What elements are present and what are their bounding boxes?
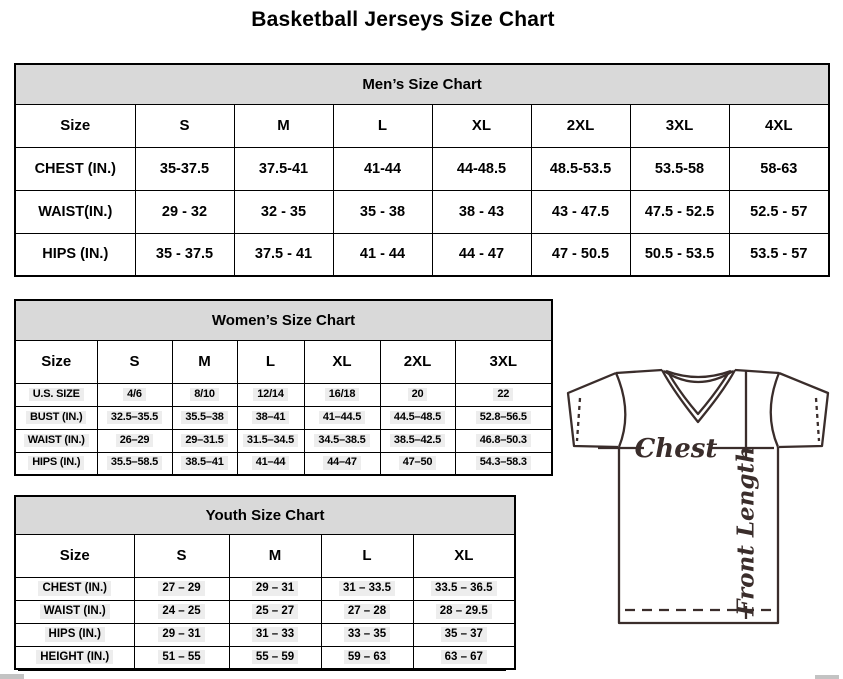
row-label-text: HEIGHT (IN.) (36, 650, 113, 664)
value-text: 59 – 63 (344, 650, 390, 664)
value-text: 51 – 55 (158, 650, 204, 664)
value-text: 38–41 (252, 411, 290, 425)
front-length-label: Front Length (732, 446, 760, 616)
value-cell (380, 452, 455, 475)
column-header: 2XL (380, 340, 455, 383)
value-cell (229, 577, 321, 600)
ui-fragment-left (0, 674, 24, 679)
value-text: 35 – 37 (441, 627, 487, 641)
value-cell (333, 147, 432, 190)
column-header: Size (15, 340, 97, 383)
value-cell (380, 429, 455, 452)
value-cell (172, 452, 237, 475)
value-text: 35.5–58.5 (107, 456, 162, 470)
value-cell (432, 233, 531, 276)
row-label (15, 233, 135, 276)
row-label-text: HIPS (IN.) (45, 627, 105, 641)
value-cell (237, 406, 304, 429)
value-text: 32.5–35.5 (107, 411, 162, 425)
value-cell (321, 577, 413, 600)
value-text: 16/18 (325, 388, 360, 402)
column-header: XL (413, 534, 515, 577)
row-label-text: HIPS (IN.) (42, 246, 109, 263)
value-text: 33.5 – 36.5 (431, 581, 497, 595)
row-label-text: U.S. SIZE (29, 388, 84, 402)
value-text: 26–29 (116, 434, 154, 448)
value-text: 31.5–34.5 (243, 434, 298, 448)
value-cell (455, 429, 552, 452)
value-text: 43 - 47.5 (551, 203, 610, 220)
value-text: 41 - 44 (359, 246, 406, 263)
column-header: 3XL (630, 104, 729, 147)
womens-size-table (14, 299, 553, 476)
value-cell (97, 429, 172, 452)
row-label (15, 577, 134, 600)
value-text: 41-44 (363, 160, 402, 177)
column-header: L (321, 534, 413, 577)
value-cell (455, 406, 552, 429)
row-label-text: WAIST (IN.) (40, 604, 110, 618)
value-cell (304, 406, 380, 429)
value-text: 44–47 (323, 456, 361, 470)
value-cell (97, 452, 172, 475)
jersey-measurement-diagram (556, 360, 840, 662)
jersey-left-sleeve (568, 373, 618, 447)
value-text: 35-37.5 (159, 160, 210, 177)
row-label (15, 623, 134, 646)
value-cell (729, 147, 829, 190)
column-header: Size (15, 534, 134, 577)
value-cell (304, 429, 380, 452)
mens-size-table (14, 63, 830, 277)
column-header: M (172, 340, 237, 383)
value-cell (135, 190, 234, 233)
column-header: S (135, 104, 234, 147)
value-text: 4/6 (123, 388, 146, 402)
table-title: Women’s Size Chart (15, 300, 552, 340)
value-text: 32 - 35 (260, 203, 307, 220)
jersey-right-armhole-seam (771, 373, 779, 447)
ui-fragment-right (815, 675, 839, 679)
row-label-text: CHEST (IN.) (34, 160, 116, 177)
value-cell (134, 600, 229, 623)
value-text: 37.5-41 (258, 160, 309, 177)
value-text: 25 – 27 (252, 604, 298, 618)
value-cell (172, 383, 237, 406)
value-cell (333, 233, 432, 276)
value-cell (134, 623, 229, 646)
value-text: 52.5 - 57 (750, 203, 808, 220)
value-text: 29 – 31 (252, 581, 298, 595)
value-text: 52.8–56.5 (476, 411, 531, 425)
value-cell (229, 623, 321, 646)
value-cell (304, 383, 380, 406)
value-cell (172, 406, 237, 429)
value-text: 48.5-53.5 (549, 160, 612, 177)
value-text: 12/14 (253, 388, 288, 402)
value-cell (413, 623, 515, 646)
row-label (15, 429, 97, 452)
value-cell (304, 452, 380, 475)
jersey-right-cuff-dashed (816, 398, 819, 441)
value-cell (135, 233, 234, 276)
column-header: S (97, 340, 172, 383)
value-cell (97, 383, 172, 406)
value-text: 33 – 35 (344, 627, 390, 641)
value-cell (455, 452, 552, 475)
column-header: 3XL (455, 340, 552, 383)
row-label (15, 190, 135, 233)
value-cell (172, 429, 237, 452)
value-text: 20 (408, 388, 428, 402)
value-cell (134, 646, 229, 669)
value-text: 50.5 - 53.5 (644, 246, 715, 263)
value-text: 44-48.5 (456, 160, 507, 177)
value-cell (455, 383, 552, 406)
value-cell (729, 190, 829, 233)
value-cell (531, 147, 630, 190)
value-cell (237, 383, 304, 406)
value-text: 27 – 28 (344, 604, 390, 618)
page-title: Basketball Jerseys Size Chart (251, 8, 555, 31)
value-cell (234, 233, 333, 276)
row-label-text: WAIST (IN.) (24, 434, 89, 448)
row-label-text: BUST (IN.) (26, 411, 86, 425)
value-text: 41–44.5 (319, 411, 365, 425)
column-header: M (234, 104, 333, 147)
value-text: 8/10 (190, 388, 219, 402)
value-text: 38 - 43 (458, 203, 505, 220)
jersey-left-armhole-seam (616, 373, 625, 447)
value-text: 38.5–42.5 (390, 434, 445, 448)
row-label (15, 406, 97, 429)
value-cell (234, 190, 333, 233)
column-header: XL (304, 340, 380, 383)
value-text: 44.5–48.5 (390, 411, 445, 425)
value-text: 37.5 - 41 (254, 246, 313, 263)
table-title: Men’s Size Chart (15, 64, 829, 104)
value-cell (321, 623, 413, 646)
column-header: XL (432, 104, 531, 147)
value-text: 35 - 38 (359, 203, 406, 220)
value-text: 35.5–38 (181, 411, 227, 425)
row-label (15, 383, 97, 406)
value-text: 38.5–41 (181, 456, 227, 470)
jersey-right-sleeve (779, 373, 828, 447)
value-cell (333, 190, 432, 233)
value-text: 47.5 - 52.5 (644, 203, 715, 220)
value-text: 31 – 33 (252, 627, 298, 641)
value-cell (413, 577, 515, 600)
row-label (15, 452, 97, 475)
value-text: 22 (493, 388, 513, 402)
value-text: 28 – 29.5 (436, 604, 492, 618)
value-cell (630, 233, 729, 276)
value-cell (234, 147, 333, 190)
value-cell (413, 600, 515, 623)
column-header: 2XL (531, 104, 630, 147)
value-cell (630, 147, 729, 190)
value-text: 47 - 50.5 (551, 246, 610, 263)
value-text: 24 – 25 (158, 604, 204, 618)
jersey-left-cuff-dashed (577, 398, 580, 441)
column-header: M (229, 534, 321, 577)
value-cell (237, 452, 304, 475)
value-text: 44 - 47 (458, 246, 505, 263)
value-cell (380, 406, 455, 429)
value-cell (413, 646, 515, 669)
row-label (15, 600, 134, 623)
value-cell (380, 383, 455, 406)
value-text: 35 - 37.5 (155, 246, 214, 263)
row-label (15, 646, 134, 669)
value-cell (134, 577, 229, 600)
value-cell (237, 429, 304, 452)
value-cell (531, 190, 630, 233)
value-text: 53.5-58 (654, 160, 705, 177)
cropped-next-table-border (18, 668, 506, 671)
column-header: L (333, 104, 432, 147)
value-cell (432, 147, 531, 190)
value-cell (229, 646, 321, 669)
row-label-text: CHEST (IN.) (38, 581, 111, 595)
value-text: 27 – 29 (158, 581, 204, 595)
column-header: 4XL (729, 104, 829, 147)
chest-label: Chest (634, 434, 718, 464)
value-text: 54.3–58.3 (476, 456, 531, 470)
value-text: 31 – 33.5 (339, 581, 395, 595)
row-label-text: HIPS (IN.) (28, 456, 84, 470)
value-text: 34.5–38.5 (314, 434, 369, 448)
value-text: 29 – 31 (158, 627, 204, 641)
row-label-text: WAIST(IN.) (38, 203, 113, 220)
value-cell (630, 190, 729, 233)
value-cell (432, 190, 531, 233)
value-text: 63 – 67 (441, 650, 487, 664)
value-text: 58-63 (760, 160, 798, 177)
jersey-shoulder-lines (616, 370, 779, 373)
value-text: 55 – 59 (252, 650, 298, 664)
value-text: 46.8–50.3 (476, 434, 531, 448)
value-text: 53.5 - 57 (750, 246, 808, 263)
value-text: 29–31.5 (181, 434, 227, 448)
value-cell (321, 646, 413, 669)
value-cell (321, 600, 413, 623)
value-text: 47–50 (399, 456, 437, 470)
row-label (15, 147, 135, 190)
column-header: L (237, 340, 304, 383)
value-cell (229, 600, 321, 623)
value-cell (729, 233, 829, 276)
youth-size-table (14, 495, 516, 670)
value-cell (97, 406, 172, 429)
value-cell (531, 233, 630, 276)
table-title: Youth Size Chart (15, 496, 515, 534)
value-text: 29 - 32 (161, 203, 208, 220)
value-text: 41–44 (252, 456, 290, 470)
column-header: S (134, 534, 229, 577)
column-header: Size (15, 104, 135, 147)
value-cell (135, 147, 234, 190)
